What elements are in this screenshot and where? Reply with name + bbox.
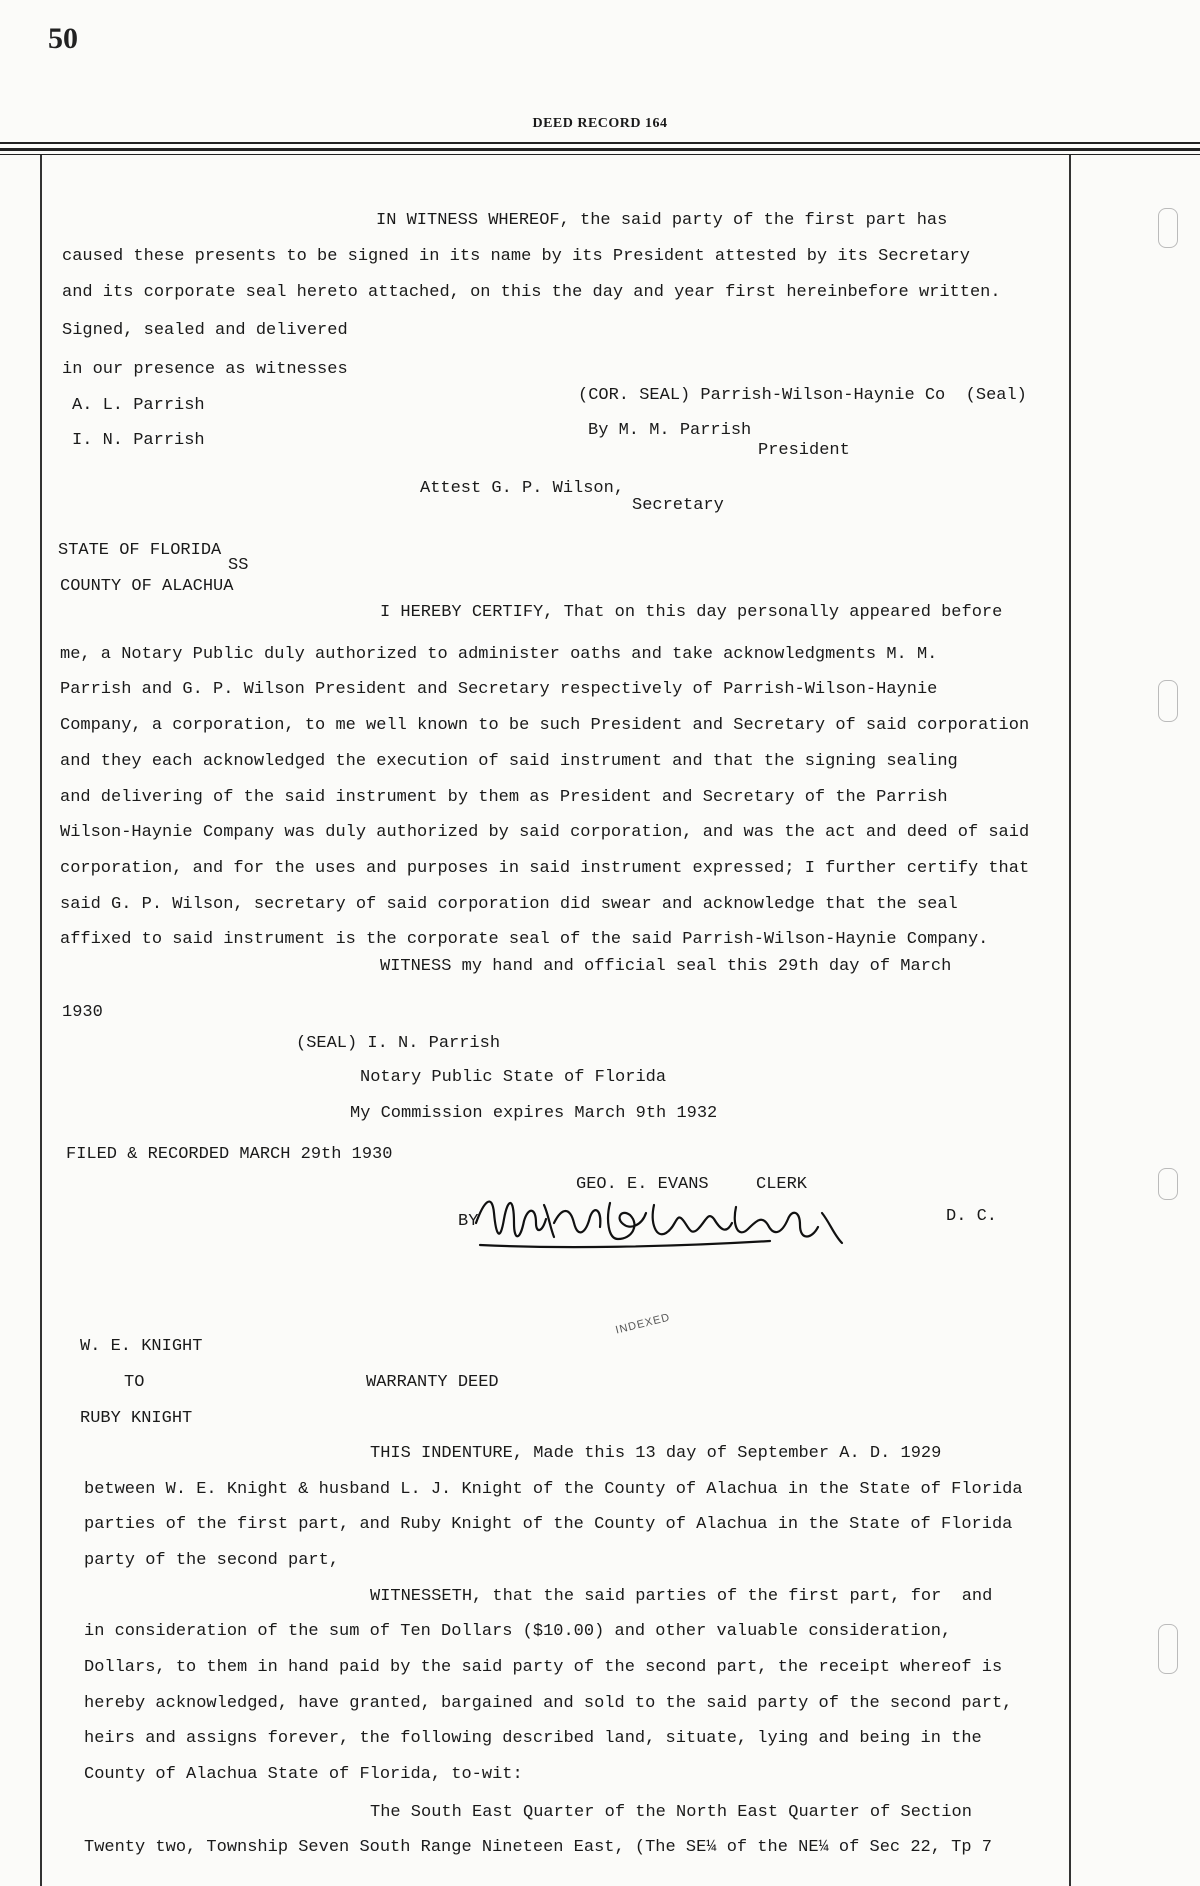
text-line: Dollars, to them in hand paid by the said party of the second part, the receipt whereof is [84, 1658, 1003, 1677]
text-line: President [758, 441, 850, 460]
text-line: By M. M. Parrish [588, 421, 752, 440]
text-line: CLERK [756, 1175, 808, 1194]
right-margin-line [1069, 155, 1071, 1886]
text-line: Company, a corporation, to me well known to be such President and Secretary of said corporation [60, 716, 1030, 735]
text-line: IN WITNESS WHEREOF, the said party of the first part has [376, 211, 948, 230]
text-line: Signed, sealed and delivered [62, 321, 348, 340]
text-line: THIS INDENTURE, Made this 13 day of September A. D. 1929 [370, 1444, 942, 1463]
text-line: corporation, and for the uses and purposes in said instrument expressed; I further certify that [60, 859, 1030, 878]
text-line: County of Alachua State of Florida, to-wit: [84, 1765, 523, 1784]
text-line: Secretary [632, 496, 724, 515]
text-line: parties of the first part, and Ruby Knight of the County of Alachua in the State of Florida [84, 1515, 1013, 1534]
text-line: between W. E. Knight & husband L. J. Knight of the County of Alachua in the State of Florida [84, 1480, 1023, 1499]
deed-record-header: DEED RECORD 164 [532, 116, 668, 131]
text-line: (SEAL) I. N. Parrish [296, 1034, 501, 1053]
text-line: and delivering of the said instrument by them as President and Secretary of the Parrish [60, 788, 948, 807]
header-rule [0, 154, 1200, 155]
binding-mark [1158, 1624, 1178, 1674]
text-line: WITNESS my hand and official seal this 29th day of March [380, 957, 952, 976]
text-line: in consideration of the sum of Ten Dollars ($10.00) and other valuable consideration, [84, 1622, 952, 1641]
text-line: me, a Notary Public duly authorized to administer oaths and take acknowledgments M. M. [60, 645, 938, 664]
text-line: heirs and assigns forever, the following described land, situate, lying and being in the [84, 1729, 982, 1748]
text-line: D. C. [946, 1207, 998, 1226]
text-line: WITNESSETH, that the said parties of the first part, for and [370, 1587, 993, 1606]
header-rule [0, 142, 1200, 144]
text-line: party of the second part, [84, 1551, 340, 1570]
text-line: said G. P. Wilson, secretary of said corporation did swear and acknowledge that the seal [60, 895, 958, 914]
text-line: WARRANTY DEED [366, 1373, 499, 1392]
text-line: Attest G. P. Wilson, [420, 479, 625, 498]
text-line: Parrish and G. P. Wilson President and Secretary respectively of Parrish-Wilson-Haynie [60, 680, 938, 699]
text-line: The South East Quarter of the North East Quarter of Section [370, 1803, 972, 1822]
text-line: TO [124, 1373, 145, 1392]
page-number: 50 [48, 22, 78, 55]
text-line: W. E. KNIGHT [80, 1337, 203, 1356]
text-line: affixed to said instrument is the corporate seal of the said Parrish-Wilson-Haynie Company. [60, 930, 989, 949]
text-line: GEO. E. EVANS [576, 1175, 709, 1194]
binding-mark [1158, 680, 1178, 722]
text-line: and its corporate seal hereto attached, on this the day and year first hereinbefore written. [62, 283, 1001, 302]
text-line: SS [228, 556, 249, 575]
text-line: caused these presents to be signed in its name by its President attested by its Secretary [62, 247, 970, 266]
text-line: Wilson-Haynie Company was duly authorized by said corporation, and was the act and deed of said [60, 823, 1030, 842]
handwritten-signature [470, 1183, 860, 1263]
header-rule [0, 148, 1200, 151]
left-margin-line [40, 155, 42, 1886]
text-line: I. N. Parrish [72, 431, 205, 450]
indexed-stamp: INDEXED [614, 1311, 672, 1337]
text-line: FILED & RECORDED MARCH 29th 1930 [66, 1145, 393, 1164]
text-line: hereby acknowledged, have granted, bargained and sold to the said party of the second part, [84, 1694, 1013, 1713]
text-line: I HEREBY CERTIFY, That on this day personally appeared before [380, 603, 1003, 622]
text-line: My Commission expires March 9th 1932 [350, 1104, 718, 1123]
text-line: in our presence as witnesses [62, 360, 348, 379]
text-line: and they each acknowledged the execution of said instrument and that the signing sealing [60, 752, 958, 771]
text-line: 1930 [62, 1003, 103, 1022]
text-line: BY [458, 1212, 479, 1231]
binding-mark [1158, 208, 1178, 248]
text-line: RUBY KNIGHT [80, 1409, 193, 1428]
text-line: COUNTY OF ALACHUA [60, 577, 234, 596]
binding-mark [1158, 1168, 1178, 1200]
text-line: STATE OF FLORIDA [58, 541, 222, 560]
text-line: Notary Public State of Florida [360, 1068, 667, 1087]
text-line: A. L. Parrish [72, 396, 205, 415]
text-line: Twenty two, Township Seven South Range Nineteen East, (The SE¼ of the NE¼ of Sec 22, Tp 7 [84, 1838, 992, 1857]
text-line: (COR. SEAL) Parrish-Wilson-Haynie Co (Seal) [578, 386, 1027, 405]
